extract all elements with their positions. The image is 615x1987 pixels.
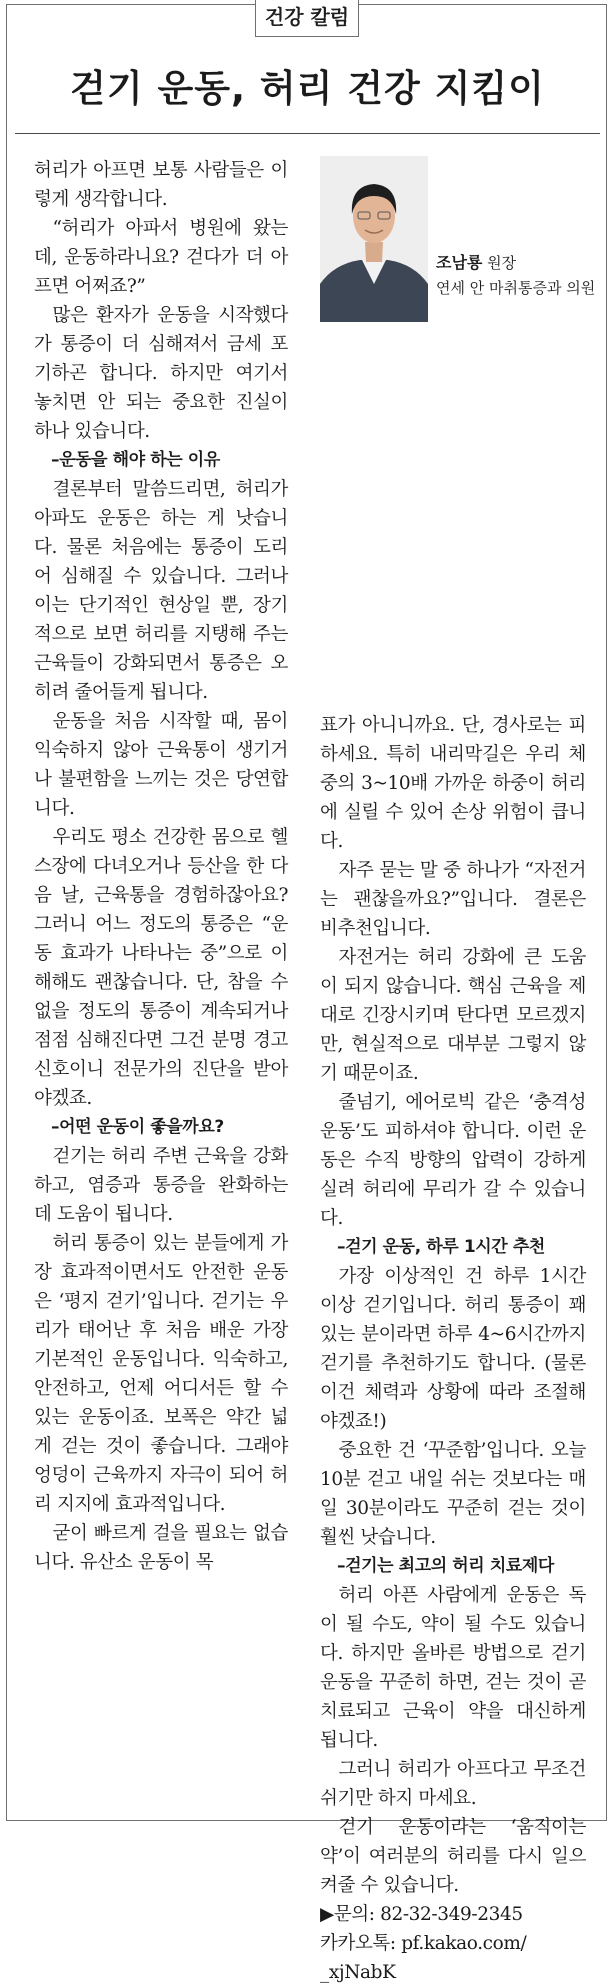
body-paragraph: 허리가 아프면 보통 사람들은 이렇게 생각합니다. xyxy=(34,160,288,210)
body-paragraph: 가장 이상적인 건 하루 1시간 이상 걷기입니다. 허리 통증이 꽤 있는 분이라면 하루 4~6시간까지 걷기를 추천하기도 합니다. (물론 이건 체력과 상황에 따라 조절해야겠죠!) xyxy=(320,1266,586,1432)
subheading: –걷기 운동, 하루 1시간 추천 xyxy=(337,1237,545,1257)
body-paragraph: 표가 아니니까요. 단, 경사로는 피하세요. 특히 내리막길은 우리 체중의 3~10배 가까운 하중이 허리에 실릴 수 있어 손상 위험이 큽니다. xyxy=(320,715,586,852)
body-paragraph: 허리 아픈 사람에게 운동은 독이 될 수도, 약이 될 수도 있습니다. 하지만 올바른 방법으로 걷기 운동을 꾸준히 하면, 걷는 것이 곧 치료되고 근육이 약을 대신하게 됩니다. xyxy=(320,1585,586,1751)
contact-kakao: 카카오톡: pf.kakao.com/ xyxy=(320,1933,527,1954)
subheading: –어떤 운동이 좋을까요? xyxy=(51,1117,224,1137)
body-paragraph: “허리가 아파서 병원에 왔는데, 운동하라니요? 걷다가 더 아프면 어쩌죠?” xyxy=(34,218,288,297)
author-title: 원장 xyxy=(487,254,517,272)
author-portrait-icon xyxy=(320,156,428,322)
author-affiliation: 연세 안 마취통증과 의원 xyxy=(436,279,596,297)
section-tag: 건강 칼럼 xyxy=(255,0,359,37)
body-paragraph: 그러니 허리가 아프다고 무조건 쉬기만 하지 마세요. xyxy=(320,1759,586,1809)
body-paragraph: 걷기 운동이라는 ‘움직이는 약’이 여러분의 허리를 다시 일으켜줄 수 있습니다. xyxy=(320,1817,586,1896)
author-byline xyxy=(436,250,612,301)
subheading: –걷기는 최고의 허리 치료제다 xyxy=(337,1556,554,1576)
body-paragraph: 운동을 처음 시작할 때, 몸이 익숙하지 않아 근육통이 생기거나 불편함을 느끼는 것은 당연합니다. xyxy=(34,711,288,819)
body-paragraph: 중요한 건 ‘꾸준함’입니다. 오늘 10분 걷고 내일 쉬는 것보다는 매일 30분이라도 꾸준히 걷는 것이 훨씬 낫습니다. xyxy=(320,1440,586,1548)
right-column xyxy=(320,711,586,1987)
body-paragraph: 우리도 평소 건강한 몸으로 헬스장에 다녀오거나 등산을 한 다음 날, 근육통을 경험하잖아요? 그러니 어느 정도의 통증은 “운동 효과가 나타나는 중”으로 이해해도 괜찮습니다. 단, 참을 수 없을 정도의 통증이 계속되거나 점점 심해진다면 그건 분명 경고 신호이니 전문가의 진단을 받아야겠죠. xyxy=(34,827,288,1109)
body-paragraph: 자전거는 허리 강화에 큰 도움이 되지 않습니다. 핵심 근육을 제대로 긴장시키며 탄다면 모르겠지만, 현실적으로 대부분 그렇지 않기 때문이죠. xyxy=(320,947,586,1084)
body-paragraph: 허리 통증이 있는 분들에게 가장 효과적이면서도 안전한 운동은 ‘평지 걷기’입니다. 걷기는 우리가 태어난 후 처음 배운 가장 기본적인 운동입니다. 익숙하고, 안전하고, 언제 어디서든 할 수 있는 운동이죠. 보폭은 약간 넓게 걷는 것이 좋습니다. 그래야 엉덩이 근육까지 자극이 되어 허리 지지에 효과적입니다. xyxy=(34,1233,288,1515)
body-paragraph: 굳이 빠르게 걸을 필요는 없습니다. 유산소 운동이 목 xyxy=(34,1523,288,1573)
contact-phone: ▶문의: 82-32-349-2345 xyxy=(320,1904,523,1925)
headline: 걷기 운동, 허리 건강 지킴이 xyxy=(70,67,545,110)
body-paragraph: 결론부터 말씀드리면, 허리가 아파도 운동은 하는 게 낫습니다. 물론 처음에는 통증이 도리어 심해질 수 있습니다. 그러나 이는 단기적인 현상일 뿐, 장기적으로 보면 허리를 지탱해 주는 근육들이 강화되면서 통증은 오히려 줄어들게 됩니다. xyxy=(34,479,288,703)
body-paragraph: 많은 환자가 운동을 시작했다가 통증이 더 심해져서 금세 포기하곤 합니다. 하지만 여기서 놓치면 안 되는 중요한 진실이 하나 있습니다. xyxy=(34,305,288,442)
headline-rule xyxy=(15,133,600,134)
body-paragraph: 자주 묻는 말 중 하나가 “자전거는 괜찮을까요?”입니다. 결론은 비추천입니다. xyxy=(320,860,586,939)
contact-kakao-id: _xjNabK xyxy=(320,1962,396,1983)
subheading: –운동을 해야 하는 이유 xyxy=(51,450,220,470)
body-paragraph: 줄넘기, 에어로빅 같은 ‘충격성 운동’도 피하셔야 합니다. 이런 운동은 수직 방향의 압력이 강하게 실려 허리에 무리가 갈 수 있습니다. xyxy=(320,1092,586,1229)
left-column xyxy=(34,156,288,1577)
author-photo xyxy=(320,156,428,322)
body-paragraph: 걷기는 허리 주변 근육을 강화하고, 염증과 통증을 완화하는 데 도움이 됩니다. xyxy=(34,1146,288,1225)
author-name: 조남룡 xyxy=(436,253,483,272)
